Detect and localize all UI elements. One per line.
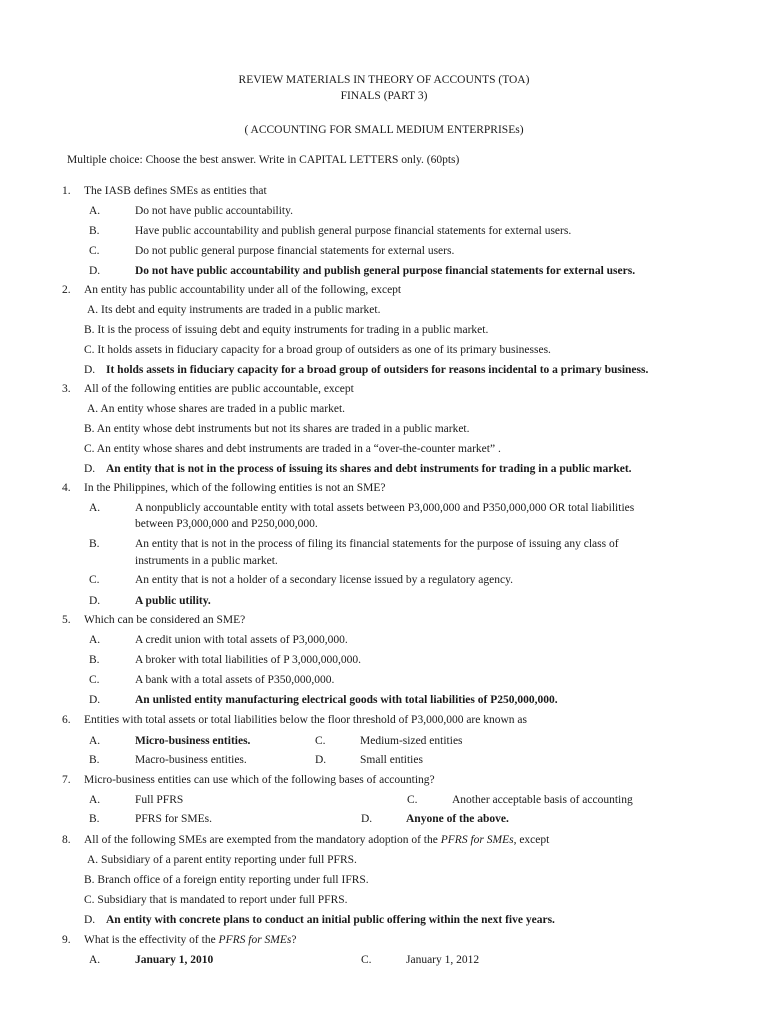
q9-c-letter: C. [361,954,372,966]
q9-c-text: January 1, 2012 [406,954,480,966]
q2-c: C. It holds assets in fiduciary capacity for a broad group of outsiders as one of its primary businesses. [84,344,551,356]
q5-d-text: An unlisted entity manufacturing electrical goods with total liabilities of P250,000,000. [135,694,558,706]
q7-c-text: Another acceptable basis of accounting [452,794,633,806]
q7-b-text: PFRS for SMEs. [135,813,213,825]
q1-a-letter: A. [89,205,101,217]
q4-d-letter: D. [89,595,101,607]
q7-a-text: Full PFRS [135,794,184,806]
q7-c-letter: C. [407,794,418,806]
q6-d-text: Small entities [360,754,423,766]
q6-number: 6. [62,714,71,726]
q5-b-letter: B. [89,654,100,666]
q6-b-letter: B. [89,754,100,766]
q1-a-text: Do not have public accountability. [135,205,293,217]
q1-b-text: Have public accountability and publish general purpose financial statements for external users. [135,225,572,237]
q5-d-letter: D. [89,694,101,706]
q3-text: All of the following entities are public accountable, except [84,383,354,395]
instructions: Multiple choice: Choose the best answer. Write in CAPITAL LETTERS only. (60pts) [67,154,460,166]
q4-number: 4. [62,482,71,494]
q5-b-text: A broker with total liabilities of P 3,000,000,000. [135,654,362,666]
q1-text: The IASB defines SMEs as entities that [84,185,267,197]
q6-c-letter: C. [315,735,326,747]
q2-a: A. Its debt and equity instruments are traded in a public market. [87,304,381,316]
document-subtitle: FINALS (PART 3) [340,90,428,102]
q4-d-text: A public utility. [135,595,211,607]
q6-c-text: Medium-sized entities [360,735,463,747]
q7-number: 7. [62,774,71,786]
q5-c-letter: C. [89,674,100,686]
q3-d-text: An entity that is not in the process of issuing its shares and debt instruments for trading in a public market. [106,463,632,475]
q5-a-text: A credit union with total assets of P3,000,000. [135,634,348,646]
q8-c: C. Subsidiary that is mandated to report under full PFRS. [84,894,348,906]
q4-c-text: An entity that is not a holder of a secondary license issued by a regulatory agency. [135,574,513,586]
q1-b-letter: B. [89,225,100,237]
q1-c-text: Do not public general purpose financial statements for external users. [135,245,455,257]
q1-c-letter: C. [89,245,100,257]
q7-d-letter: D. [361,813,373,825]
q9-text: What is the effectivity of the PFRS for SMEs? [84,934,297,946]
q1-number: 1. [62,185,71,197]
q5-number: 5. [62,614,71,626]
q8-text: All of the following SMEs are exempted from the mandatory adoption of the PFRS for SMEs, except [84,834,550,846]
document-title: REVIEW MATERIALS IN THEORY OF ACCOUNTS (TOA) [238,74,530,86]
q2-b: B. It is the process of issuing debt and equity instruments for trading in a public market. [84,324,489,336]
q6-text: Entities with total assets or total liabilities below the floor threshold of P3,000,000 are known as [84,714,527,726]
q5-text: Which can be considered an SME? [84,614,246,626]
document-topic: ( ACCOUNTING FOR SMALL MEDIUM ENTERPRISEs) [244,124,524,136]
q8-d-text: An entity with concrete plans to conduct an initial public offering within the next five years. [106,914,555,926]
q8-a: A. Subsidiary of a parent entity reporting under full PFRS. [87,854,357,866]
q3-b: B. An entity whose debt instruments but not its shares are traded in a public market. [84,423,470,435]
q2-text: An entity has public accountability under all of the following, except [84,284,402,296]
q4-a-text-1: A nonpublicly accountable entity with total assets between P3,000,000 and P350,000,000 OR total liabilities [135,502,635,514]
q7-a-letter: A. [89,794,101,806]
q4-b-text-2: instruments in a public market. [135,555,278,567]
q5-c-text: A bank with a total assets of P350,000,000. [135,674,335,686]
q6-a-text: Micro-business entities. [135,735,251,747]
q1-d-text: Do not have public accountability and publish general purpose financial statements for external users. [135,265,636,277]
q7-text: Micro-business entities can use which of the following bases of accounting? [84,774,435,786]
q4-text: In the Philippines, which of the following entities is not an SME? [84,482,386,494]
q3-c: C. An entity whose shares and debt instruments are traded in a “over-the-counter market” . [84,443,501,455]
q3-number: 3. [62,383,71,395]
q3-d-letter: D. [84,463,96,475]
q8-number: 8. [62,834,71,846]
q5-a-letter: A. [89,634,101,646]
q4-b-text-1: An entity that is not in the process of filing its financial statements for the purpose of issuing any class of [135,538,619,550]
q4-a-letter: A. [89,502,101,514]
q4-c-letter: C. [89,574,100,586]
q2-d-text: It holds assets in fiduciary capacity for a broad group of outsiders for reasons incidental to a primary business. [106,364,649,376]
q7-b-letter: B. [89,813,100,825]
q9-a-text: January 1, 2010 [135,954,214,966]
q4-b-letter: B. [89,538,100,550]
q3-a: A. An entity whose shares are traded in a public market. [87,403,346,415]
q2-number: 2. [62,284,71,296]
q2-d-letter: D. [84,364,96,376]
q1-d-letter: D. [89,265,101,277]
q4-a-text-2: between P3,000,000 and P250,000,000. [135,518,318,530]
q6-d-letter: D. [315,754,327,766]
q6-b-text: Macro-business entities. [135,754,247,766]
q8-d-letter: D. [84,914,96,926]
q9-number: 9. [62,934,71,946]
q7-d-text: Anyone of the above. [406,813,509,825]
q8-b: B. Branch office of a foreign entity reporting under full IFRS. [84,874,369,886]
q6-a-letter: A. [89,735,101,747]
q9-a-letter: A. [89,954,101,966]
